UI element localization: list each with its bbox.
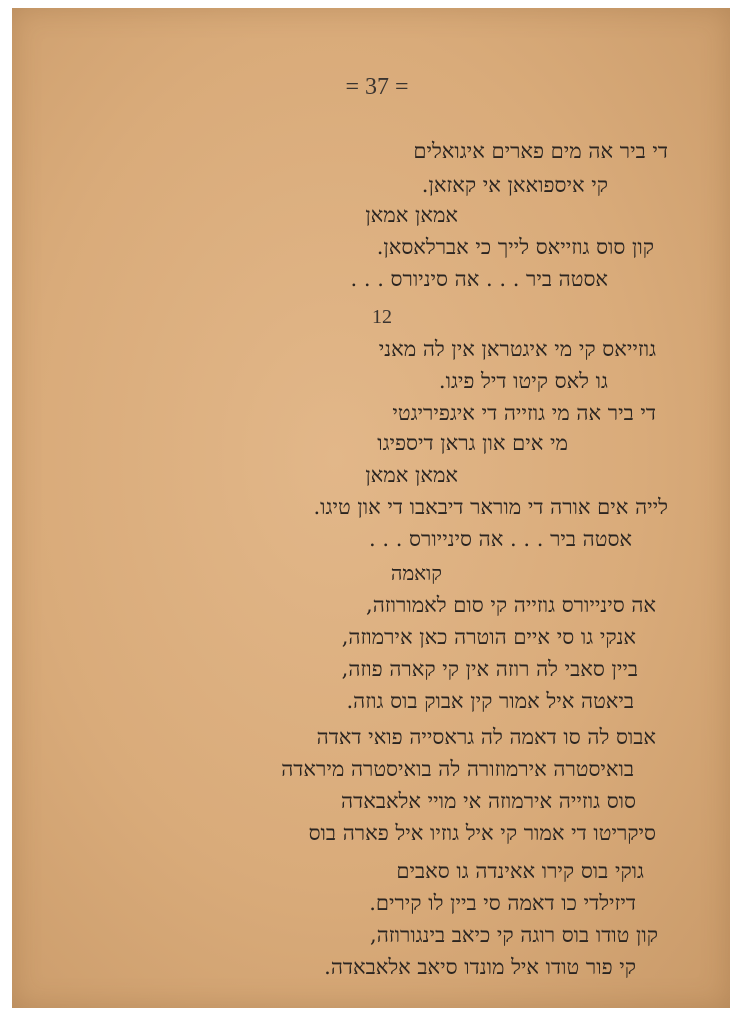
text-line: קי איספואאן אי קאזאן. [421, 173, 608, 197]
page-number: = 37 = [345, 74, 409, 100]
text-line: אנקי גו סי איים הוטרה כאן אירמוזה, [341, 625, 636, 649]
text-line: קון טודו בוס רוגה קי כיאב בינגורוזה, [370, 923, 658, 947]
text-line: אסטה ביר . . . אה סיניורס . . . [350, 267, 608, 291]
text-line: לייה אים אורה די מוראר דיבאבו די און טיגו. [313, 495, 668, 519]
text-line: מי אים און גראן דיספיגו [377, 431, 568, 455]
section-heading: קואמה [390, 561, 442, 585]
text-line: אמאן אמאן [365, 203, 458, 227]
text-line: דיזילדי כו דאמה סי ביין לו קירים. [369, 891, 636, 915]
book-page [12, 8, 730, 1008]
text-line: די ביר אה מי גוזייה די איגפיריגטי [392, 401, 656, 425]
text-line: אה סינייורס גוזייה קי סום לאמורוזה, [366, 593, 656, 617]
text-line: ביאטה איל אמור קין אבוק בוס גוזה. [346, 689, 634, 713]
text-line: בואיסטרה אירמוזורה לה בואיסטרה מיראדה [281, 757, 634, 781]
text-line: גוזייאס קי מי איגטראן אין לה מאני [378, 337, 656, 361]
text-line: אמאן אמאן [365, 463, 458, 487]
text-line: גוקי בוס קירו אאינדה גו סאבים [396, 859, 644, 883]
text-line: אבוס לה סו דאמה לה גראסייה פואי דאדה [316, 725, 656, 749]
text-line: אסטה ביר . . . אה סינייורס . . . [369, 527, 632, 551]
text-line: די ביר אה מים פארים איגואלים [413, 139, 668, 163]
stanza-number: 12 [372, 306, 392, 328]
text-line: גו לאס קיטו דיל פיגו. [438, 369, 608, 393]
text-line: קון סוס גוזייאס לייך כי אברלאסאן. [376, 235, 654, 259]
text-line: סוס גוזייה אירמוזה אי מויי אלאבאדה [341, 789, 636, 813]
text-line: קי פור טודו איל מונדו סיאב אלאבאדה. [324, 955, 636, 979]
text-line: ביין סאבי לה רוזה אין קי קארה פוזה, [341, 657, 638, 681]
text-line: סיקריטו די אמור קי איל גוזיו איל פארה בוס [308, 821, 656, 845]
